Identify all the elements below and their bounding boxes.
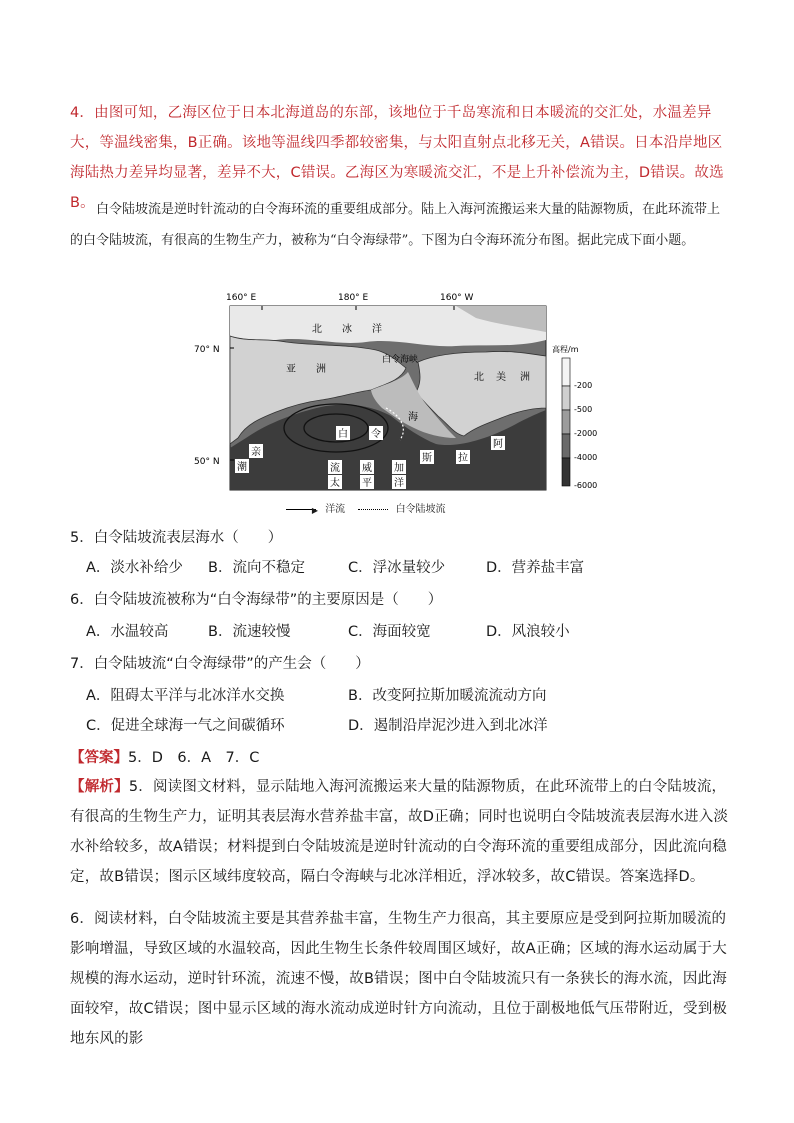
q5-option-c[interactable]: C．浮冰量较少 xyxy=(348,560,446,576)
label-zhou2: 洲 xyxy=(520,372,530,383)
label-la: 拉 xyxy=(458,453,468,464)
q6-option-d[interactable]: D．风浪较小 xyxy=(486,624,570,640)
label-bei2: 北 xyxy=(474,372,484,383)
q5-option-a[interactable]: A．淡水补给少 xyxy=(86,560,183,576)
label-bei: 北 xyxy=(312,324,322,335)
lon-160e: 160° E xyxy=(226,293,257,303)
q6-option-a[interactable]: A．水温较高 xyxy=(86,624,169,640)
analysis-label: 【解析】 xyxy=(70,779,129,795)
answer-text: 5．D 6．A 7．C xyxy=(128,750,260,766)
q4-explanation: 4．由图可知，乙海区位于日本北海道岛的东部，该地位于千岛寒流和日本暖流的交汇处，水温差异大，等温线密集，B正确。该地等温线四季都较密集，与太阳直射点北移无关，A错误。日本沿岸地区海陆热力差异均显著，差异不大，C错误。乙海区为寒暖流交汇，不是上升补偿流为主，D错误。故选B。 xyxy=(70,105,724,211)
material-intro: 白令陆坡流是逆时针流动的白令海环流的重要组成部分。陆上入海河流搬运来大量的陆源物质，在此环流带上的白令陆坡流，有很高的生物生产力，被称为“白令海绿带”。下图为白令海环流分布图。据此完成下面小题。 xyxy=(70,202,721,248)
q7-option-b[interactable]: B．改变阿拉斯加暖流流动方向 xyxy=(348,688,547,704)
label-jia: 加 xyxy=(394,463,404,474)
q6-stem: 6．白令陆坡流被称为“白令海绿带”的主要原因是（ ） xyxy=(70,592,443,608)
elev-tick-4000: -4000 xyxy=(574,453,598,462)
answer-line xyxy=(70,748,259,768)
lat-70n: 70° N xyxy=(194,345,220,355)
label-mei: 美 xyxy=(496,372,506,383)
label-yang1: 洋 xyxy=(372,324,382,335)
q5-option-b[interactable]: B．流向不稳定 xyxy=(208,560,305,576)
q5-option-d[interactable]: D．营养盐丰富 xyxy=(486,560,585,576)
label-ling: 令 xyxy=(371,429,381,440)
elev-tick-200: -200 xyxy=(574,381,593,390)
label-ping: 平 xyxy=(362,478,372,489)
elev-tick-6000: -6000 xyxy=(574,481,598,490)
answer-label: 【答案】 xyxy=(70,750,128,766)
legend-slope-label: 白令陆坡流 xyxy=(395,504,446,515)
q7-option-d[interactable]: D．遏制沿岸泥沙进入到北冰洋 xyxy=(348,718,548,734)
map-legend: ▶ 洋流 白令陆坡流 xyxy=(286,500,446,515)
label-bai: 白 xyxy=(338,429,348,440)
label-chao: 潮 xyxy=(237,462,247,473)
elev-tick-2000: -2000 xyxy=(574,429,598,438)
label-ya: 亚 xyxy=(286,364,296,375)
elev-title: 高程/m xyxy=(552,345,579,354)
label-bing: 冰 xyxy=(342,324,352,335)
lon-160w: 160° W xyxy=(440,293,474,303)
label-qin: 亲 xyxy=(251,447,261,458)
label-strait: 白令海峡 xyxy=(382,355,419,365)
label-tai: 太 xyxy=(330,478,340,489)
q7-stem: 7．白令陆坡流“白令海绿带”的产生会（ ） xyxy=(70,656,370,672)
legend-current-label: 洋流 xyxy=(325,504,346,515)
q5-stem: 5．白令陆坡流表层海水（ ） xyxy=(70,530,283,546)
bering-sea-map xyxy=(186,288,606,518)
lon-180e: 180° E xyxy=(338,293,369,303)
label-liu: 流 xyxy=(330,463,340,474)
label-zhou1: 洲 xyxy=(316,364,326,375)
label-yang2: 洋 xyxy=(394,478,404,489)
q7-option-c[interactable]: C．促进全球海一气之间碳循环 xyxy=(86,718,285,734)
q7-option-a[interactable]: A．阻碍太平洋与北冰洋水交换 xyxy=(86,688,285,704)
q6-option-c[interactable]: C．海面较宽 xyxy=(348,624,431,640)
map-svg xyxy=(186,288,606,518)
analysis-q6: 6．阅读材料，白令陆坡流主要是其营养盐丰富，生物生产力很高，其主要原应是受到阿拉斯加暖流的影响增温，导致区域的水温较高，因此生物生长条件较周围区域好，故A正确；区域的海水运动属于大规模的海水运动，逆时针环流，流速不慢，故B错误；图中白令陆坡流只有一条狭长的海水流，因此海面较窄，故C错误；图中显示区域的海水流动成逆时针方向流动，且位于副极地低气压带附近，受到极地东风的影 xyxy=(70,911,728,1047)
analysis-q5 xyxy=(70,772,730,892)
label-si: 斯 xyxy=(422,453,432,464)
label-hai: 海 xyxy=(408,412,418,423)
lat-50n: 50° N xyxy=(194,457,220,467)
elev-tick-500: -500 xyxy=(574,405,593,414)
q6-option-b[interactable]: B．流速较慢 xyxy=(208,624,291,640)
label-a: 阿 xyxy=(493,439,503,450)
analysis-q5-text: 5．阅读图文材料，显示陆地入海河流搬运来大量的陆源物质，在此环流带上的白令陆坡流，有很高的生物生产力，证明其表层海水营养盐丰富，故D正确；同时也说明白令陆坡流表层海水进入淡水补给较多，故A错误；材料提到白令陆坡流是逆时针流动的白令海环流的重要组成部分，因此流向稳定，故B错误；图示区域纬度较高，隔白令海峡与北冰洋相近，浮冰较多，故C错误。答案选择D。 xyxy=(70,779,729,885)
label-wei: 威 xyxy=(362,463,372,474)
